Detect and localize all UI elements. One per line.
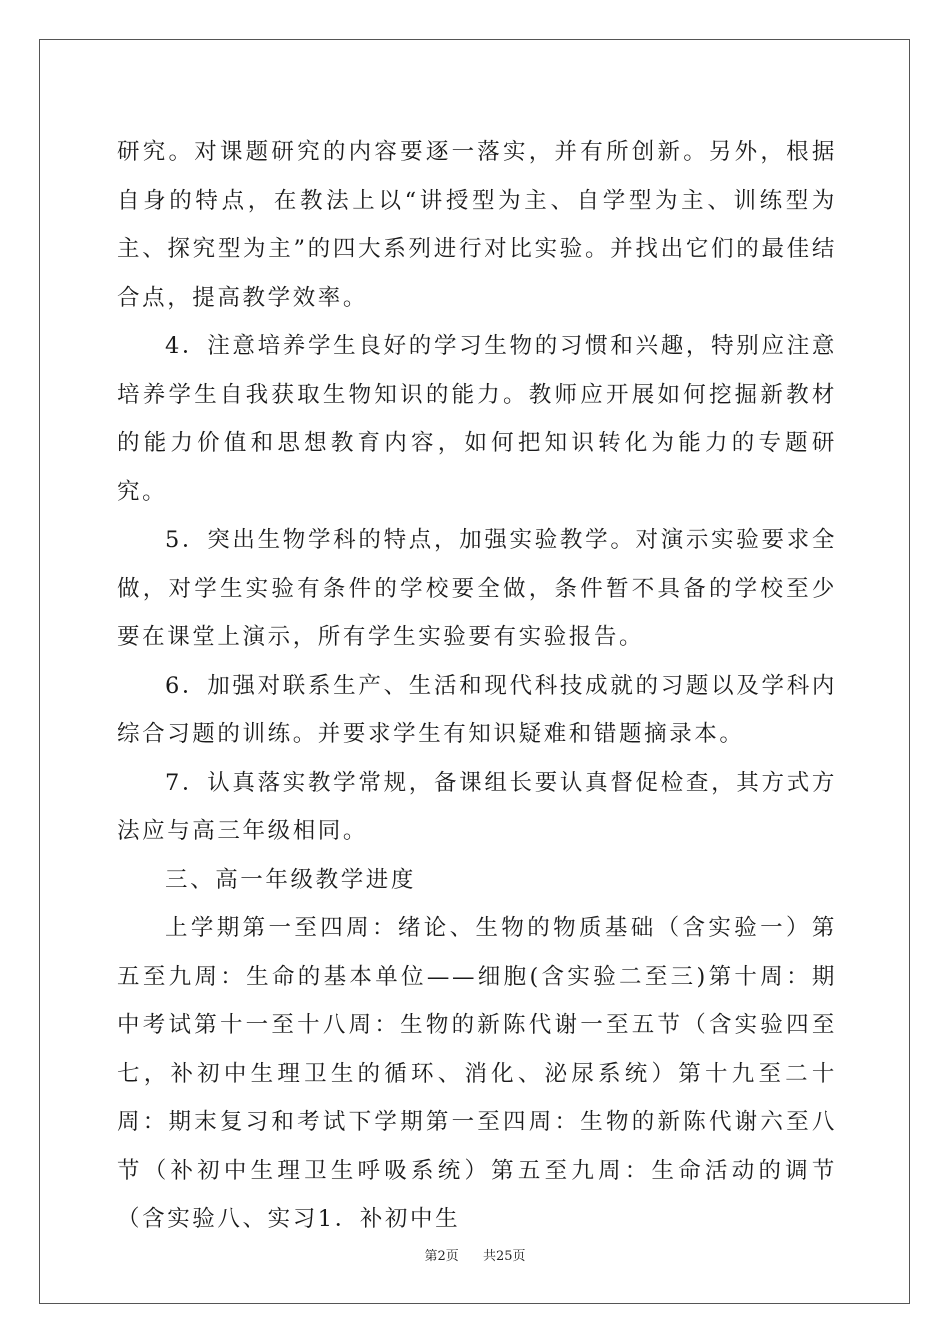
page-footer [0, 1245, 950, 1264]
paragraph-1: 研究。对课题研究的内容要逐一落实，并有所创新。另外，根据自身的特点，在教法上以“讲授型为主、自学型为主、训练型为主、探究型为主”的四大系列进行对比实验。并找出它们的最佳结合点，提高教学效率。 [117, 139, 837, 311]
page-number: 第2页 [424, 1249, 459, 1264]
paragraph-4: 6．加强对联系生产、生活和现代科技成就的习题以及学科内综合习题的训练。并要求学生有知识疑难和错题摘录本。 [117, 672, 837, 747]
document-body [117, 128, 837, 1244]
section-heading: 三、高一年级教学进度 [165, 866, 417, 893]
paragraph-3: 5．突出生物学科的特点，加强实验教学。对演示实验要求全做，对学生实验有条件的学校要全做，条件暂不具备的学校至少要在课堂上演示，所有学生实验要有实验报告。 [117, 527, 837, 650]
paragraph-2: 4．注意培养学生良好的学习生物的习惯和兴趣，特别应注意培养学生自我获取生物知识的能力。教师应开展如何挖掘新教材的能力价值和思想教育内容，如何把知识转化为能力的专题研究。 [117, 333, 837, 505]
paragraph-5: 7．认真落实教学常规，备课组长要认真督促检查，其方式方法应与高三年级相同。 [117, 769, 837, 844]
page-total: 共25页 [483, 1249, 526, 1264]
paragraph-6: 上学期第一至四周：绪论、生物的物质基础（含实验一）第五至九周：生命的基本单位——细胞(含实验二至三)第十周：期中考试第十一至十八周：生物的新陈代谢一至五节（含实验四至七，补初中生理卫生的循环、消化、泌尿系统）第十九至二十周：期末复习和考试下学期第一至四周：生物的新陈代谢六至八节（补初中生理卫生呼吸系统）第五至九周：生命活动的调节（含实验八、实习1．补初中生 [117, 915, 837, 1232]
